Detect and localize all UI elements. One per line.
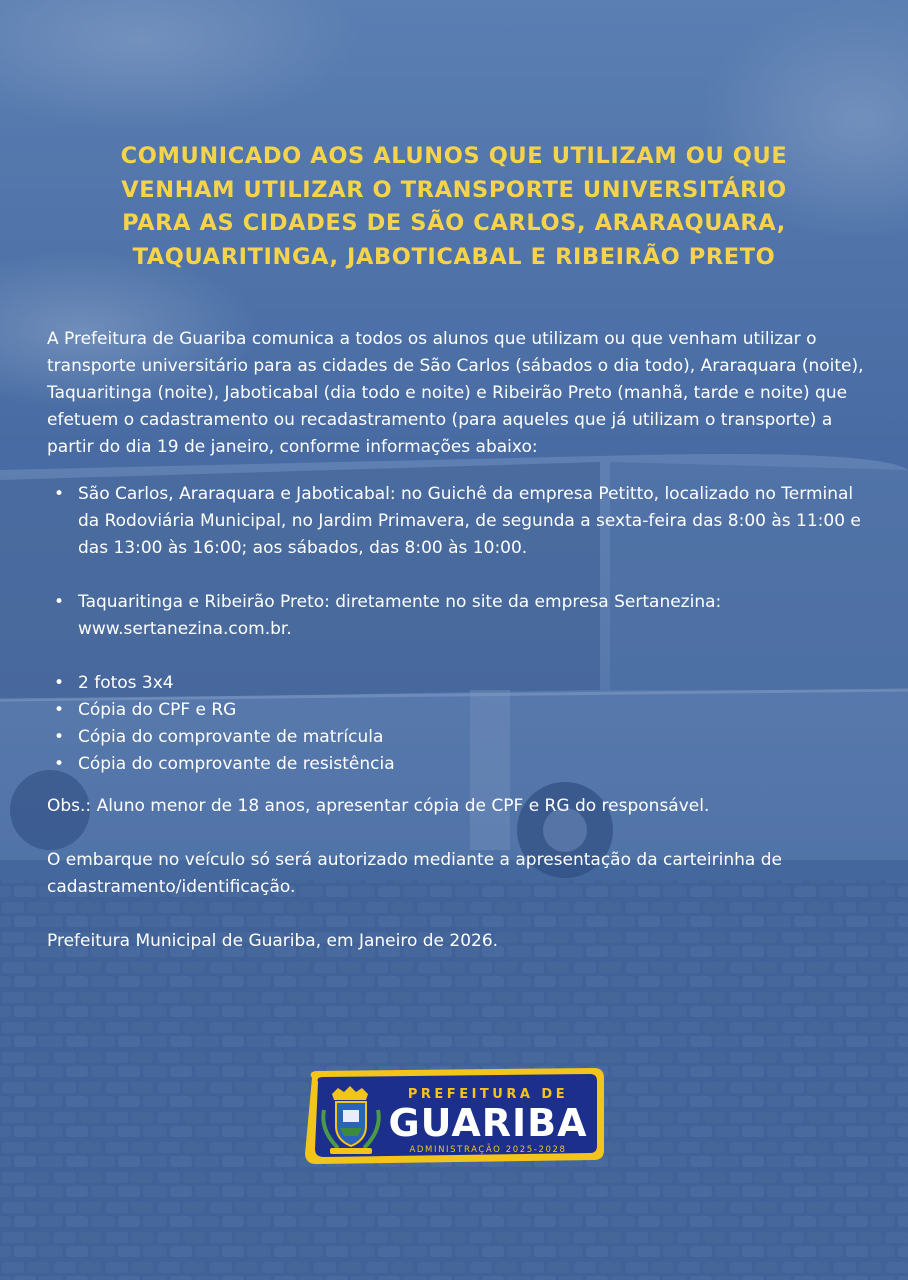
document-item: • Cópia do CPF e RG bbox=[47, 697, 877, 724]
boarding-note: O embarque no veículo só será autorizado mediante a apresentação da carteirinha de cadastramento/identificação. bbox=[47, 850, 782, 897]
notice-body bbox=[47, 326, 877, 955]
document-item: • Cópia do comprovante de resistência bbox=[47, 751, 877, 778]
location-item-sao-carlos: • São Carlos, Araraquara e Jaboticabal: no Guichê da empresa Petitto, localizado no Terminal da Rodoviária Municipal, no Jardim Primavera, de segunda a sexta-feira das 8:00 às 11:00 e das 13:00 às 16:00; aos sábados, das 8:00 às 10:00. bbox=[47, 481, 877, 562]
headline-line: COMUNICADO AOS ALUNOS QUE UTILIZAM OU QUE bbox=[120, 143, 788, 169]
intro-paragraph: A Prefeitura de Guariba comunica a todos os alunos que utilizam ou que venham utilizar o transporte universitário para as cidades de São Carlos (sábados o dia todo), Araraquara (noite), Taquaritinga (noite), Jaboticabal (dia todo e noite) e Ribeirão Preto (manhã, tarde e noite) que efetuem o cadastramento ou recadastramento (para aqueles que já utilizam o transporte) a partir do dia 19 de janeiro, conforme informações abaixo: bbox=[47, 329, 864, 457]
registration-locations-list bbox=[47, 481, 877, 643]
signature-line: Prefeitura Municipal de Guariba, em Janeiro de 2026. bbox=[47, 931, 499, 951]
headline-line: VENHAM UTILIZAR O TRANSPORTE UNIVERSITÁRIO bbox=[121, 176, 787, 203]
observation-note: Obs.: Aluno menor de 18 anos, apresentar cópia de CPF e RG do responsável. bbox=[47, 796, 710, 816]
headline bbox=[60, 140, 848, 274]
prefeitura-guariba-logo bbox=[298, 1064, 610, 1170]
headline-line: PARA AS CIDADES DE SÃO CARLOS, ARARAQUARA, bbox=[122, 210, 786, 236]
document-item: • Cópia do comprovante de matrícula bbox=[47, 724, 877, 751]
location-item-taquaritinga: • Taquaritinga e Ribeirão Preto: diretamente no site da empresa Sertanezina: www.sertanezina.com.br. bbox=[47, 589, 877, 643]
document-item: • 2 fotos 3x4 bbox=[47, 670, 877, 697]
logo-name-text: GUARIBA bbox=[388, 1101, 588, 1145]
logo-sub-text: ADMINISTRAÇÃO 2025-2028 bbox=[409, 1145, 567, 1155]
required-documents-list bbox=[47, 670, 877, 778]
logo-top-text: PREFEITURA DE bbox=[407, 1087, 569, 1102]
headline-line: TAQUARITINGA, JABOTICABAL E RIBEIRÃO PRETO bbox=[132, 243, 776, 270]
